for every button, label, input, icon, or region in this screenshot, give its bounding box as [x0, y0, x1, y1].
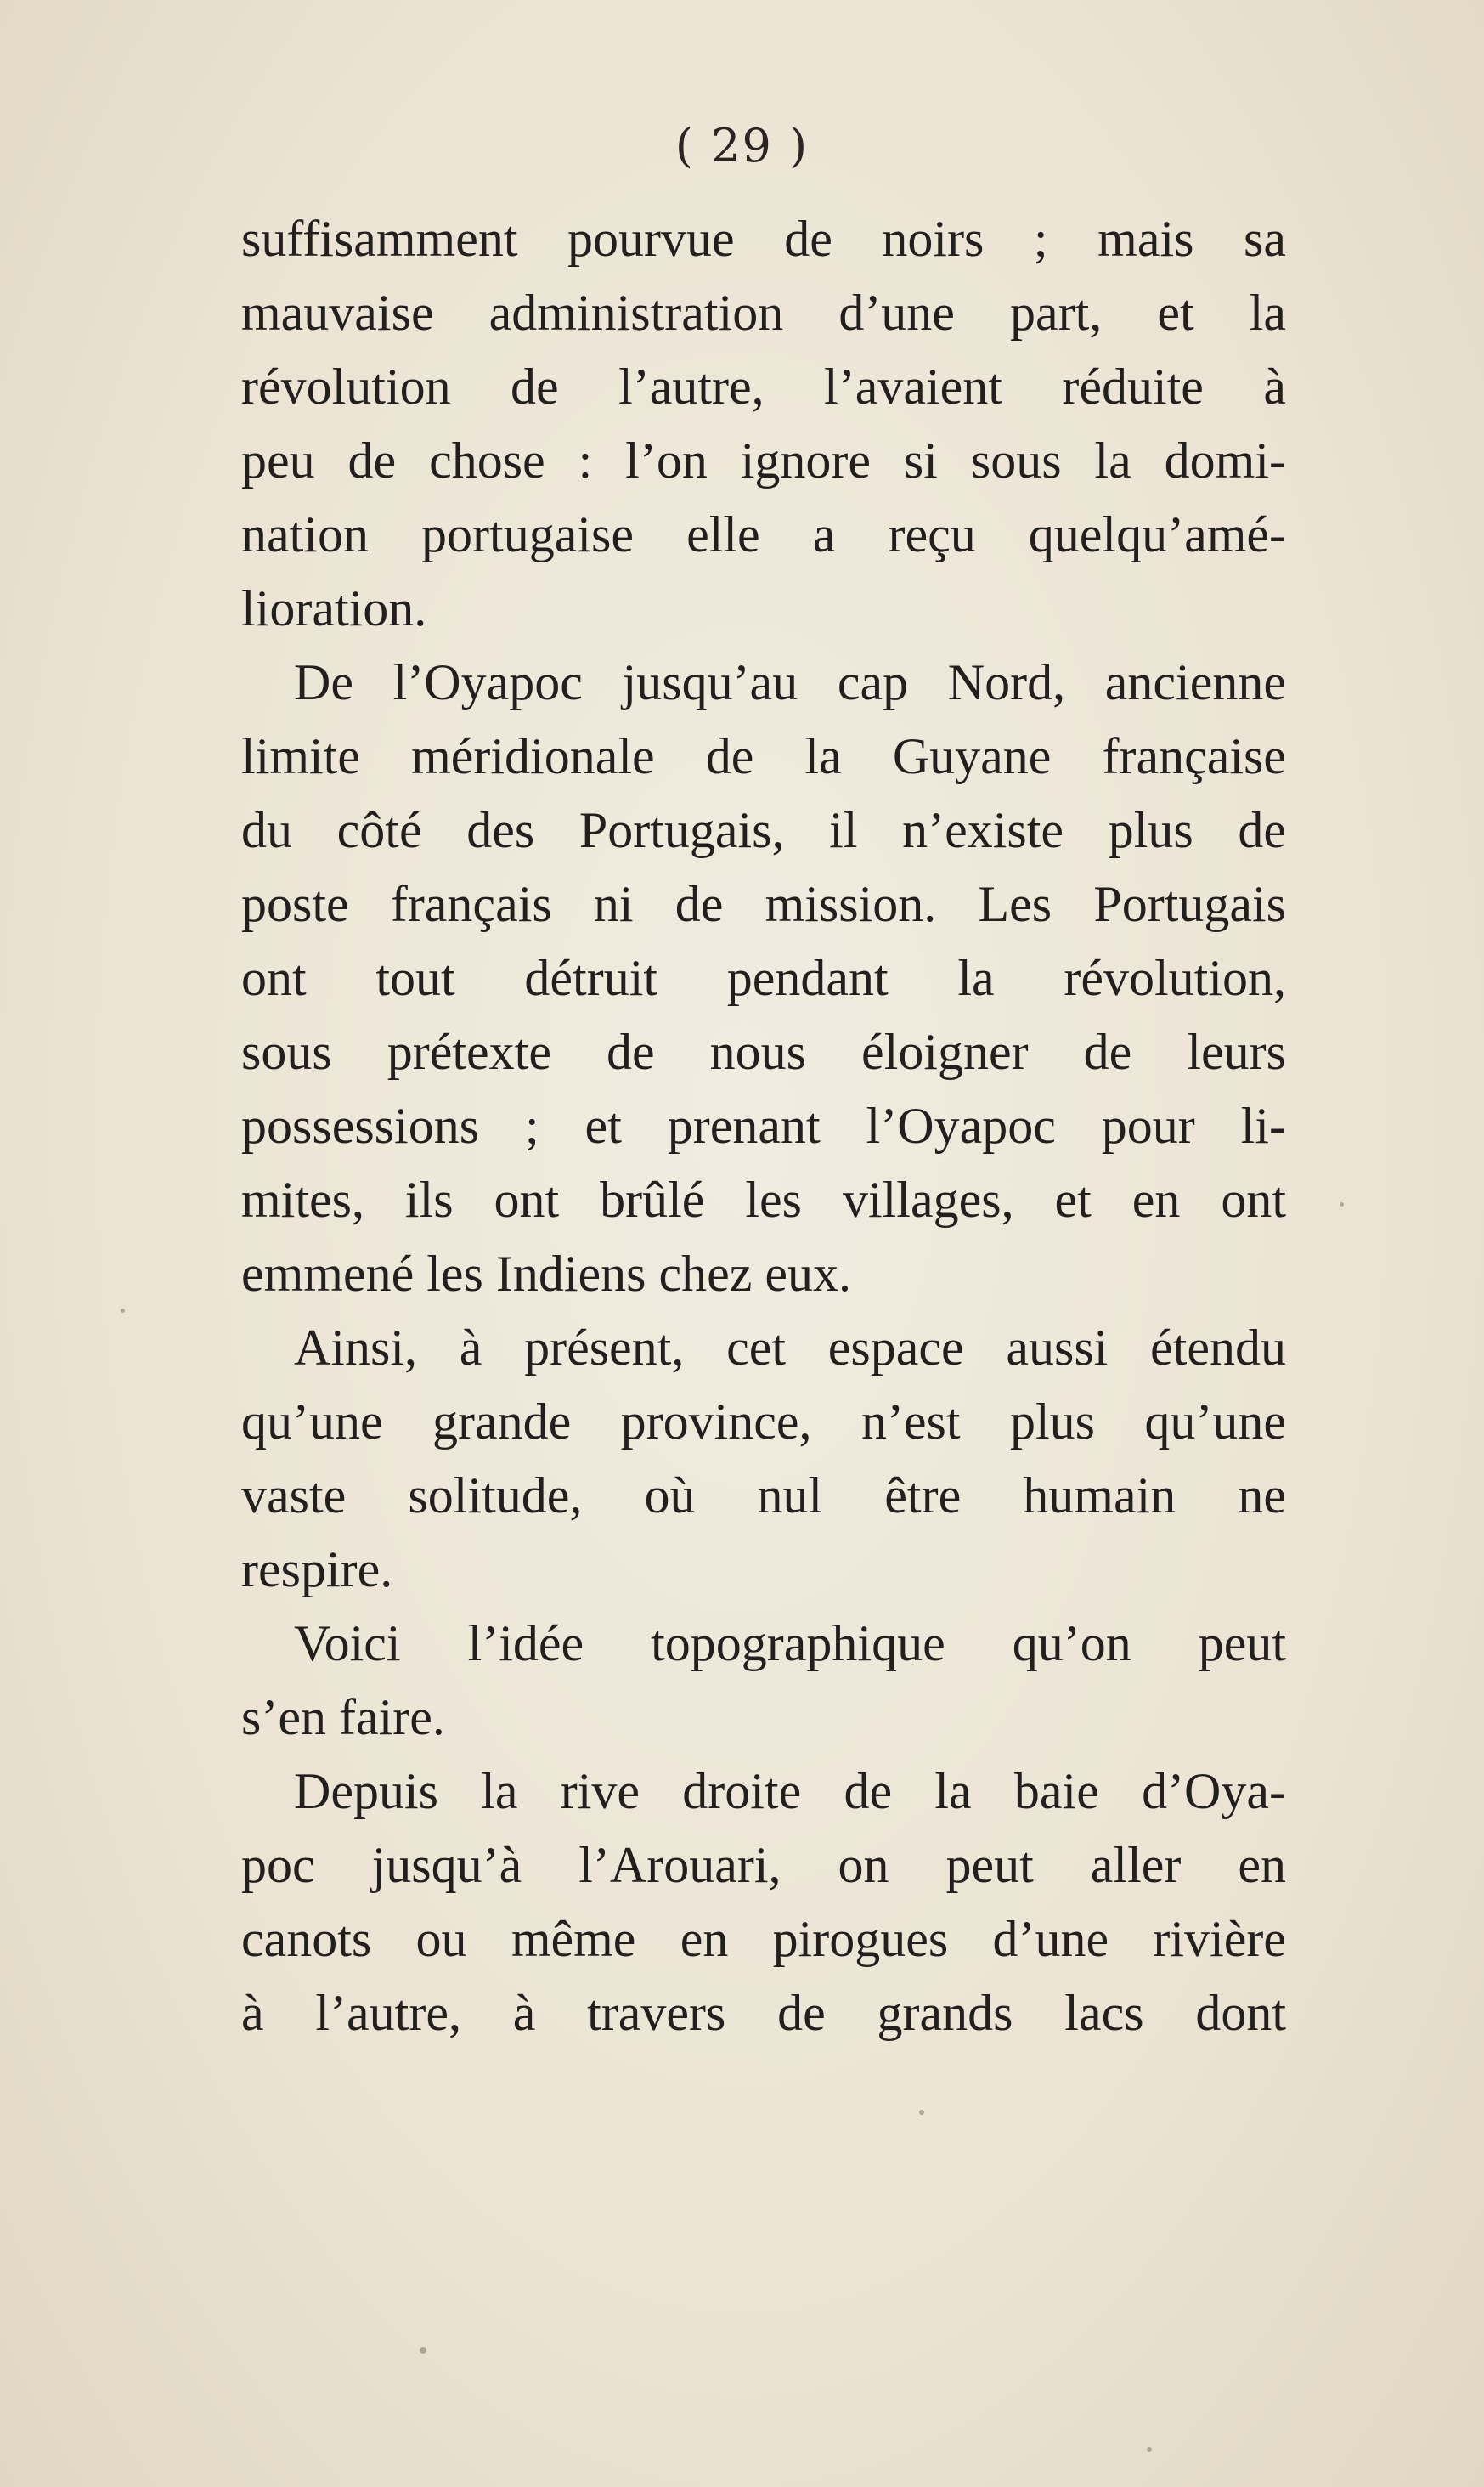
text-line: De l’Oyapoc jusqu’au cap Nord, ancienne: [294, 654, 1286, 710]
text-line: suffisamment pourvue de noirs ; mais sa: [241, 211, 1286, 267]
text-line: nation portugaise elle a reçu quelqu’amé-: [241, 506, 1286, 562]
paragraph: [241, 1755, 1286, 2050]
text-line: révolution de l’autre, l’avaient réduite à: [241, 359, 1286, 415]
paragraph: [241, 1607, 1286, 1755]
text-line: canots ou même en pirogues d’une rivière: [241, 1911, 1286, 1967]
text-line: du côté des Portugais, il n’existe plus de: [241, 802, 1286, 858]
text-line: emmené les Indiens chez eux.: [241, 1246, 852, 1302]
paper-speck: [1340, 1202, 1344, 1207]
text-line: à l’autre, à travers de grands lacs dont: [241, 1985, 1286, 2041]
text-line: Depuis la rive droite de la baie d’Oya-: [294, 1763, 1286, 1819]
text-line: lioration.: [241, 580, 427, 636]
text-line: respire.: [241, 1541, 393, 1597]
paper-speck: [1147, 2447, 1152, 2452]
text-line: poc jusqu’à l’Arouari, on peut aller en: [241, 1837, 1286, 1893]
paragraph: [241, 1311, 1286, 1607]
text-line: possessions ; et prenant l’Oyapoc pour li-: [241, 1098, 1286, 1154]
page-number: ( 29 ): [674, 119, 810, 172]
text-line: sous prétexte de nous éloigner de leurs: [241, 1024, 1286, 1080]
text-line: Voici l’idée topographique qu’on peut: [294, 1615, 1286, 1671]
text-line: s’en faire.: [241, 1689, 445, 1745]
text-line: limite méridionale de la Guyane française: [241, 728, 1286, 784]
text-line: peu de chose : l’on ignore si sous la domi-: [241, 432, 1286, 489]
text-line: ont tout détruit pendant la révolution,: [241, 950, 1286, 1006]
paper-speck: [919, 2110, 924, 2115]
text-line: vaste solitude, où nul être humain ne: [241, 1467, 1286, 1523]
text-line: mites, ils ont brûlé les villages, et en ont: [241, 1172, 1286, 1228]
text-line: poste français ni de mission. Les Portugais: [241, 876, 1286, 932]
paragraph: [241, 646, 1286, 1311]
paragraph: [241, 202, 1286, 646]
text-line: Ainsi, à présent, cet espace aussi étendu: [294, 1320, 1286, 1376]
body-text: [241, 202, 1286, 2050]
paper-speck: [121, 1309, 125, 1313]
paper-speck: [420, 2347, 426, 2354]
text-line: mauvaise administration d’une part, et la: [241, 285, 1286, 341]
text-line: qu’une grande province, n’est plus qu’une: [241, 1393, 1286, 1450]
